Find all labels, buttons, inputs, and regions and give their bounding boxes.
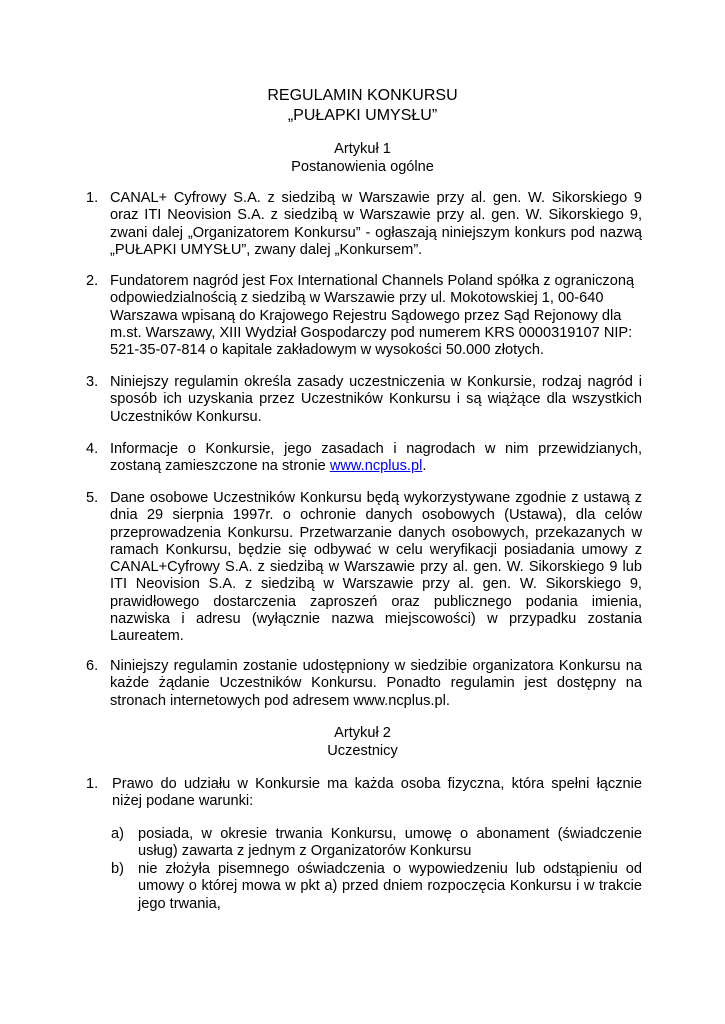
list-number: 6.: [86, 658, 99, 674]
text-line: Laureatem.: [110, 628, 184, 645]
text-line: nie złożyła pisemnego oświadczenia o wypowiedzeniu lub odstąpieniu od: [138, 861, 642, 877]
list-number: 5.: [86, 490, 99, 506]
list-number: 3.: [86, 374, 99, 390]
text-line: zwani dalej „Organizatorem Konkursu” - ogłaszają niniejszym konkurs pod nazwą: [110, 224, 642, 241]
text-line: nazwiska i adresu (wyłącznie nazwa miejscowości) w przypadku zostania: [110, 611, 642, 628]
list-number: 2.: [86, 273, 99, 289]
text-line: oraz ITI Neovision S.A. z siedzibą w Warszawie przy al. gen. W. Sikorskiego 9,: [110, 207, 642, 224]
text-line: ramach Konkursu, będzie się odbywać w celu weryfikacji posiadania umowy z: [110, 541, 642, 558]
text-line: Fundatorem nagród jest Fox International Channels Poland spółka z ograniczoną: [110, 273, 635, 289]
article-2-subheading: Uczestnicy: [327, 743, 398, 759]
list-number: 1.: [86, 776, 99, 792]
list-item: [86, 273, 642, 359]
list-letter: b): [111, 861, 124, 877]
text-line: przeprowadzenia Konkursu. Przetwarzanie danych osobowych, przekazanych w: [110, 524, 642, 541]
text-fragment: zostaną zamieszczone na stronie: [110, 458, 330, 475]
text-line: Niniejszy regulamin zostanie udostępniony w siedzibie organizatora Konkursu na: [110, 658, 642, 674]
list-item: [86, 490, 642, 646]
text-line: CANAL+ Cyfrowy S.A. z siedzibą w Warszawie przy al. gen. W. Sikorskiego 9: [110, 190, 642, 206]
text-line: umowy o której mowa w pkt a) przed dniem rozpoczęcia Konkursu i w trakcie: [138, 878, 642, 895]
sub-list-item: [111, 861, 642, 913]
article-1-subheading: Postanowienia ogólne: [291, 159, 434, 175]
text-line: niżej podane warunki:: [112, 793, 254, 810]
text-line: Warszawa wpisaną do Krajowego Rejestru Sądowego przez Sąd Rejonowy dla: [110, 307, 622, 324]
list-item: [86, 190, 642, 259]
text-line: każde żądanie Uczestników Konkursu. Ponadto regulamin jest dostępny na: [110, 675, 642, 692]
text-line: dnia 29 sierpnia 1997r. o ochronie danych osobowych (Ustawa), dla celów: [110, 507, 642, 524]
text-line: Dane osobowe Uczestników Konkursu będą wykorzystywane zgodnie z ustawą z: [110, 490, 642, 506]
text-line: m.st. Warszawy, XIII Wydział Gospodarczy pod numerem KRS 0000319107 NIP:: [110, 324, 633, 341]
document-title: REGULAMIN KONKURSU: [267, 87, 458, 104]
text-line: Uczestników Konkursu.: [110, 408, 262, 425]
text-line: 521-35-07-814 o kapitale zakładowym w wysokości 50.000 złotych.: [110, 342, 544, 359]
list-item: [86, 374, 642, 426]
text-line: jego trwania,: [138, 895, 221, 912]
text-line: Niniejszy regulamin określa zasady uczestniczenia w Konkursie, rodzaj nagród i: [110, 374, 642, 390]
text-line: [110, 458, 642, 475]
list-item: [86, 776, 642, 811]
text-line: stronach internetowych pod adresem www.ncplus.pl.: [110, 692, 450, 709]
ncplus-link[interactable]: www.ncplus.pl: [329, 458, 423, 475]
list-number: 1.: [86, 190, 99, 206]
list-number: 4.: [86, 441, 99, 457]
text-line: prawidłowego dostarczenia zaproszeń oraz publicznego podania imienia,: [110, 593, 642, 610]
document-subtitle: „PUŁAPKI UMYSŁU”: [287, 107, 438, 124]
article-2-heading: Artykuł 2: [334, 725, 391, 741]
list-item: [86, 658, 642, 710]
text-line: sposób ich uzyskania przez Uczestników Konkursu i są wiążące dla wszystkich: [110, 391, 642, 408]
sub-list-item: [111, 826, 642, 861]
text-line: usług) zawarta z jednym z Organizatorów Konkursu: [138, 843, 472, 860]
text-line: odpowiedzialnością z siedzibą w Warszawie przy ul. Mokotowskiej 1, 00-640: [110, 290, 604, 307]
article-1-heading: Artykuł 1: [334, 141, 391, 157]
text-line: posiada, w okresie trwania Konkursu, umowę o abonament (świadczenie: [138, 826, 642, 842]
text-line: Informacje o Konkursie, jego zasadach i nagrodach w nim przewidzianych,: [110, 441, 642, 457]
list-item: [86, 441, 642, 476]
text-line: Prawo do udziału w Konkursie ma każda osoba fizyczna, która spełni łącznie: [112, 776, 642, 792]
text-fragment: .: [422, 458, 427, 475]
text-line: ITI Neovision S.A. z siedzibą w Warszawie przy al. gen. W. Sikorskiego 9,: [110, 576, 642, 593]
text-line: „PUŁAPKI UMYSŁU”, zwany dalej „Konkursem”.: [110, 241, 423, 258]
list-letter: a): [111, 826, 124, 842]
text-line: CANAL+Cyfrowy S.A. z siedzibą w Warszawie przy al. gen. W. Sikorskiego 9 lub: [110, 559, 642, 576]
